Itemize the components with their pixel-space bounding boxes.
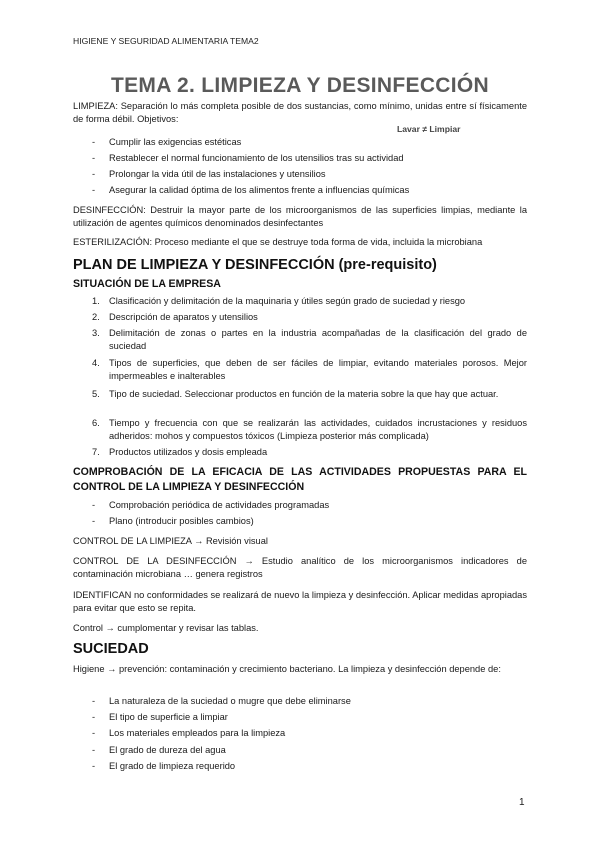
list-item: - El tipo de superficie a limpiar <box>92 712 228 722</box>
desinfeccion-definition: DESINFECCIÓN: Destruir la mayor parte de los microorganismos de las superficies limpias, mediante la utilización de agentes químicos denominados desinfectantes <box>73 205 527 229</box>
list-item: - Los materiales empleados para la limpieza <box>92 728 286 738</box>
list-item: - Comprobación periódica de actividades programadas <box>92 500 330 510</box>
page-number: 1 <box>519 797 525 808</box>
numbered-item: 3. Delimitación de zonas o partes en la industria acompañadas de la clasificación del grado de suciedad <box>92 328 527 352</box>
list-item: - Prolongar la vida útil de las instalaciones y utensilios <box>92 169 326 179</box>
limpieza-definition: LIMPIEZA: Separación lo más completa posible de dos sustancias, como mínimo, unidas entre sí físicamente de forma débil. Objetivos: <box>73 101 527 125</box>
page-title: TEMA 2. LIMPIEZA Y DESINFECCIÓN <box>110 74 489 97</box>
numbered-item: 1. Clasificación y delimitación de la maquinaria y útiles según grado de suciedad y riesgo <box>92 296 466 306</box>
list-item: - Asegurar la calidad óptima de los alimentos frente a influencias químicas <box>92 185 410 195</box>
suciedad-heading: SUCIEDAD <box>73 641 149 657</box>
comprobacion-heading: COMPROBACIÓN DE LA EFICACIA DE LAS ACTIVIDADES PROPUESTAS PARA EL CONTROL DE LA LIMPIEZA Y DESINFECCIÓN <box>73 466 527 493</box>
list-item: - El grado de dureza del agua <box>92 745 226 755</box>
esterilizacion-definition: ESTERILIZACIÓN: Proceso mediante el que se destruye toda forma de vida, incluida la microbiana <box>73 237 483 247</box>
identifican-paragraph: IDENTIFICAN no conformidades se realizará de nuevo la limpieza y desinfección. Aplicar medidas apropiadas para evitar que esto se repita. <box>73 590 527 614</box>
numbered-item: 2. Descripción de aparatos y utensilios <box>92 312 258 322</box>
list-item: - El grado de limpieza requerido <box>92 761 236 771</box>
running-header: HIGIENE Y SEGURIDAD ALIMENTARIA TEMA2 <box>73 36 259 46</box>
situacion-heading: SITUACIÓN DE LA EMPRESA <box>73 278 221 290</box>
list-item: - Restablecer el normal funcionamiento de los utensilios tras su actividad <box>92 153 404 163</box>
higiene-paragraph: Higiene → prevención: contaminación y crecimiento bacteriano. La limpieza y desinfección depende de: <box>73 664 501 674</box>
plan-heading: PLAN DE LIMPIEZA Y DESINFECCIÓN (pre-requisito) <box>73 257 437 273</box>
control-desinfeccion: CONTROL DE LA DESINFECCIÓN → Estudio analítico de los microorganismos indicadores de contaminación microbiana … genera registros <box>73 556 527 580</box>
numbered-item: 7. Productos utilizados y dosis empleada <box>92 447 268 457</box>
control-paragraph: Control → cumplomentar y revisar las tablas. <box>73 623 259 633</box>
numbered-item: 4. Tipos de superficies, que deben de ser fáciles de limpiar, evitando materiales porosos. Mejor impermeables e inalterables <box>92 358 527 382</box>
list-item: - Plano (introducir posibles cambios) <box>92 516 254 526</box>
list-item: - La naturaleza de la suciedad o mugre que debe eliminarse <box>92 696 351 706</box>
control-limpieza: CONTROL DE LA LIMPIEZA → Revisión visual <box>73 536 268 546</box>
list-item: - Cumplir las exigencias estéticas <box>92 137 242 147</box>
numbered-item: 5. Tipo de suciedad. Seleccionar productos en función de la materia sobre la que hay que actuar. <box>92 389 499 399</box>
numbered-item: 6. Tiempo y frecuencia con que se realizarán las actividades, cuidados incrustaciones y residuos adheridos: mohos y compuestos tóxicos (Limpieza posterior más complicada) <box>92 418 527 442</box>
side-note: Lavar ≠ Limpiar <box>397 124 461 134</box>
